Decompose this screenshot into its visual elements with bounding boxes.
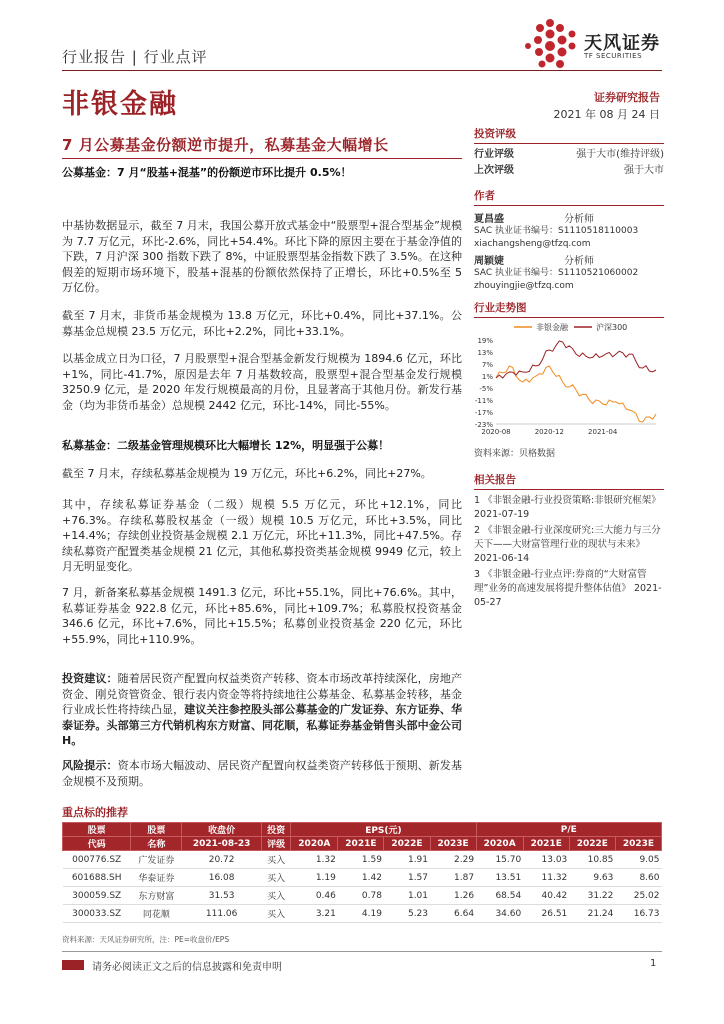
author-role: 分析师 <box>564 255 594 267</box>
th: 2021E <box>523 837 569 851</box>
table-cell: 300033.SZ <box>63 905 131 923</box>
table-cell: 1.87 <box>430 869 476 887</box>
x-tick-label: 2021-04 <box>588 428 618 436</box>
sector-title: 非银金融 <box>62 89 178 120</box>
paragraph: 其中，存续私募证券基金（二级）规模 5.5 万亿元，环比+12.1%，同比+76.3%。存续私募股权基金（一级）规模 10.5 万亿元，环比+3.5%，同比+14.4%；存续创业投资基金规模 2.1 万亿元，环比+11.3%，同比+47.5%。存续私募资产配置类基金规模 21 亿元，其他私募投资类基金规模 9949 亿元，较上月无明显变化。 <box>62 498 462 573</box>
table-cell: 1.42 <box>338 869 384 887</box>
risk-label: 风险提示： <box>62 759 118 772</box>
table-cell: 26.51 <box>523 905 569 923</box>
y-tick-label: 7% <box>481 361 493 369</box>
section-head-private-funds: 私募基金：二级基金管理规模环比大幅增长 12%，明显强于公募！ <box>62 439 390 452</box>
sidebar-rating <box>474 126 664 176</box>
paragraph: 截至 7 月末，非货币基金规模为 13.8 万亿元，环比+0.4%，同比+37.1%。公募基金总规模 23.5 万亿元，环比+2.2%，同比+33.1%。 <box>62 309 462 338</box>
y-tick-label: 19% <box>477 337 493 345</box>
table-cell: 10.85 <box>569 851 615 869</box>
table-cell: 68.54 <box>476 887 523 905</box>
table-cell: 601688.SH <box>63 869 131 887</box>
chart-source: 资料来源：贝格数据 <box>474 449 556 459</box>
report-category: 行业报告 | 行业点评 <box>62 48 208 66</box>
table-cell: 000776.SZ <box>63 851 131 869</box>
page-number: 1 <box>650 958 657 969</box>
y-tick-label: -23% <box>474 421 493 429</box>
table-cell: 1.59 <box>338 851 384 869</box>
th: 2023E <box>615 837 661 851</box>
footer-accent <box>62 960 84 970</box>
table-cell: 4.19 <box>338 905 384 923</box>
paragraph: 中基协数据显示，截至 7 月末，我国公募开放式基金中“股票型+混合型基金”规模为 7.7 万亿元，环比-2.6%，同比+54.4%。环比下降的原因主要在于基金净值的下跌，7 月沪深 300 指数下跌了 8%，中证股票型基金指数下跌了 3.5%。在这种假差的短期市场环境下，股基+混基的份额依然保持了正增长，环比+0.5%至 5 万亿份。 <box>62 219 462 294</box>
table-cell: 11.32 <box>523 869 569 887</box>
related-report[interactable]: 2 《非银金融-行业深度研究:三大能力与三分天下——大财富管理行业的现状与未来》 2021-06-14 <box>474 525 661 564</box>
table-cell: 31.22 <box>569 887 615 905</box>
th: 2021E <box>338 837 384 851</box>
legend-label: 沪深300 <box>596 323 628 332</box>
table-cell: 16.08 <box>182 869 262 887</box>
th: 评级 <box>261 837 290 851</box>
prev-rating-label: 上次评级 <box>474 164 514 176</box>
th: 名称 <box>131 837 182 851</box>
related-report[interactable]: 3 《非银金融-行业点评:券商的“大财富管理”业务的高速发展将提升整体估值》 2021-05-27 <box>474 569 662 608</box>
paragraph: 7 月，新备案私募基金规模 1491.3 亿元，环比+55.1%，同比+76.6%。其中，私募证券基金 922.8 亿元，环比+85.6%，同比+109.7%；私募股权投资基金 346.6 亿元，环比+7.6%，同比+15.5%；私募创业投资基金 220 亿元，环比+55.9%，同比+110.9%。 <box>62 586 462 646</box>
table-title: 重点标的推荐 <box>62 804 662 823</box>
industry-rating: 强于大市(维持评级) <box>576 148 664 160</box>
invest-text: 随着居民资产配置向权益类资产转移、资本市场改革持续深化，房地产资金、刚兑资管资金、银行表内资金等将持续地往公募基金、私募基金转移，基金行业成长性将持续凸显， <box>62 672 463 716</box>
title-divider <box>62 158 462 159</box>
report-title: 7 月公募基金份额逆市提升，私募基金大幅增长 <box>62 136 389 154</box>
table-row <box>63 869 662 887</box>
table-cell: 21.24 <box>569 905 615 923</box>
table-cell: 8.60 <box>615 869 661 887</box>
table-cell: 9.63 <box>569 869 615 887</box>
risk-text: 资本市场大幅波动、居民资产配置向权益类资产转移低于预期、新发基金规模不及预期。 <box>62 759 463 788</box>
table-cell: 买入 <box>261 887 290 905</box>
table-cell: 1.91 <box>384 851 430 869</box>
prev-rating: 强于大市 <box>624 164 664 176</box>
invest-label: 投资建议： <box>62 672 118 685</box>
th: 股票 <box>131 823 182 837</box>
y-tick-label: -17% <box>474 409 493 417</box>
report-type: 证券研究报告 <box>594 91 660 104</box>
table-cell: 买入 <box>261 851 290 869</box>
logo-text: 天风证券 <box>584 33 660 54</box>
th: 代码 <box>63 837 131 851</box>
author-row <box>474 209 664 225</box>
th: 2021-08-23 <box>182 837 262 851</box>
th: 投资 <box>261 823 290 837</box>
author-email[interactable]: zhouyingjie@tfzq.com <box>474 281 574 291</box>
table-cell: 34.60 <box>476 905 523 923</box>
industry-rating-row <box>474 144 664 160</box>
x-tick-label: 2020-08 <box>481 428 511 436</box>
table-cell: 1.26 <box>430 887 476 905</box>
table-cell: 2.29 <box>430 851 476 869</box>
author-role: 分析师 <box>564 213 594 225</box>
footer-divider <box>62 951 662 952</box>
table-cell: 300059.SZ <box>63 887 131 905</box>
sidebar-trend <box>474 300 664 318</box>
table-cell: 13.51 <box>476 869 523 887</box>
author-row <box>474 251 664 267</box>
y-tick-label: -5% <box>479 385 493 393</box>
paragraph: 截至 7 月末，存续私募基金规模为 19 万亿元，环比+6.2%，同比+27%。 <box>62 467 432 480</box>
logo-icon <box>520 18 580 74</box>
table-cell: 16.73 <box>615 905 661 923</box>
table-note: 资料来源：天风证券研究所，注：PE=收盘价/EPS <box>62 935 230 944</box>
legend-label: 非银金融 <box>536 323 568 332</box>
industry-rating-label: 行业评级 <box>474 148 514 160</box>
table-cell: 31.53 <box>182 887 262 905</box>
table-cell: 25.02 <box>615 887 661 905</box>
table-cell: 买入 <box>261 905 290 923</box>
series-line-0 <box>496 366 656 422</box>
table-cell: 40.42 <box>523 887 569 905</box>
author-name: 夏昌盛 <box>474 213 504 225</box>
table-cell: 3.21 <box>291 905 338 923</box>
table-cell: 13.03 <box>523 851 569 869</box>
sidebar-authors <box>474 188 664 293</box>
paragraph: 以基金成立日为口径，7 月股票型+混合型基金新发行规模为 1894.6 亿元，环比+1%，同比-41.7%，原因是去年 7 月基数较高，股票型+混合型基金发行规模 3250.9 亿元，是 2020 年发行规模最高的月份，且显著高于其他月份。新发行基金（均为非货币基金）总规模 2442 亿元，环比-14%，同比-55%。 <box>62 352 462 412</box>
rating-head: 投资评级 <box>474 126 664 144</box>
table-cell: 1.32 <box>291 851 338 869</box>
investment-advice <box>62 671 462 749</box>
logo-text-en: TF SECURITIES <box>584 52 643 60</box>
sidebar-related <box>474 472 664 610</box>
series-line-1 <box>496 341 656 378</box>
report-date: 2021 年 08 月 24 日 <box>553 108 660 121</box>
author-cert: SAC 执业证书编号：S1110518110003 <box>474 226 639 236</box>
y-tick-label: -11% <box>474 397 493 405</box>
table-cell: 6.64 <box>430 905 476 923</box>
risk-warning <box>62 758 462 789</box>
th-eps: EPS(元) <box>291 823 476 837</box>
th: 2022E <box>569 837 615 851</box>
section-head-public-funds: 公募基金：7 月“股基+混基”的份额逆市环比提升 0.5%！ <box>62 166 352 179</box>
related-report[interactable]: 1 《非银金融-行业投资策略:非银研究框架》 2021-07-19 <box>474 495 661 520</box>
related-head: 相关报告 <box>474 472 664 490</box>
y-tick-label: 1% <box>481 373 493 381</box>
author-email[interactable]: xiachangsheng@tfzq.com <box>474 239 591 249</box>
trend-chart <box>474 318 664 442</box>
y-tick-label: 13% <box>477 349 493 357</box>
table-cell: 9.05 <box>615 851 661 869</box>
table-cell: 同花顺 <box>131 905 182 923</box>
disclaimer-link[interactable]: 请务必阅读正文之后的信息披露和免责申明 <box>92 962 282 973</box>
table-cell: 15.70 <box>476 851 523 869</box>
table-cell: 1.19 <box>291 869 338 887</box>
table-cell: 买入 <box>261 869 290 887</box>
table-cell: 1.57 <box>384 869 430 887</box>
recommendation-table <box>62 822 662 923</box>
table-cell: 华泰证券 <box>131 869 182 887</box>
author-head: 作者 <box>474 188 664 206</box>
x-tick-label: 2020-12 <box>534 428 564 436</box>
invest-recommendation: 建议关注参控股头部公募基金的广发证券、东方证券、华泰证券。头部第三方代销机构东方财富、同花顺，私募证券基金销售头部中金公司 H。 <box>62 703 463 747</box>
table-row <box>63 887 662 905</box>
th: 2020A <box>291 837 338 851</box>
th: 2020A <box>476 837 523 851</box>
table-row <box>63 905 662 923</box>
table-cell: 0.78 <box>338 887 384 905</box>
table-cell: 111.06 <box>182 905 262 923</box>
th-pe: P/E <box>476 823 661 837</box>
th: 2023E <box>430 837 476 851</box>
table-row <box>63 851 662 869</box>
author-name: 周颖婕 <box>474 255 504 267</box>
table-cell: 1.01 <box>384 887 430 905</box>
th: 2022E <box>384 837 430 851</box>
prev-rating-row <box>474 160 664 176</box>
table-cell: 5.23 <box>384 905 430 923</box>
trend-head: 行业走势图 <box>474 300 664 318</box>
th: 股票 <box>63 823 131 837</box>
table-cell: 广发证券 <box>131 851 182 869</box>
author-cert: SAC 执业证书编号：S1110521060002 <box>474 268 639 278</box>
table-cell: 20.72 <box>182 851 262 869</box>
th: 收盘价 <box>182 823 262 837</box>
table-cell: 东方财富 <box>131 887 182 905</box>
table-cell: 0.46 <box>291 887 338 905</box>
